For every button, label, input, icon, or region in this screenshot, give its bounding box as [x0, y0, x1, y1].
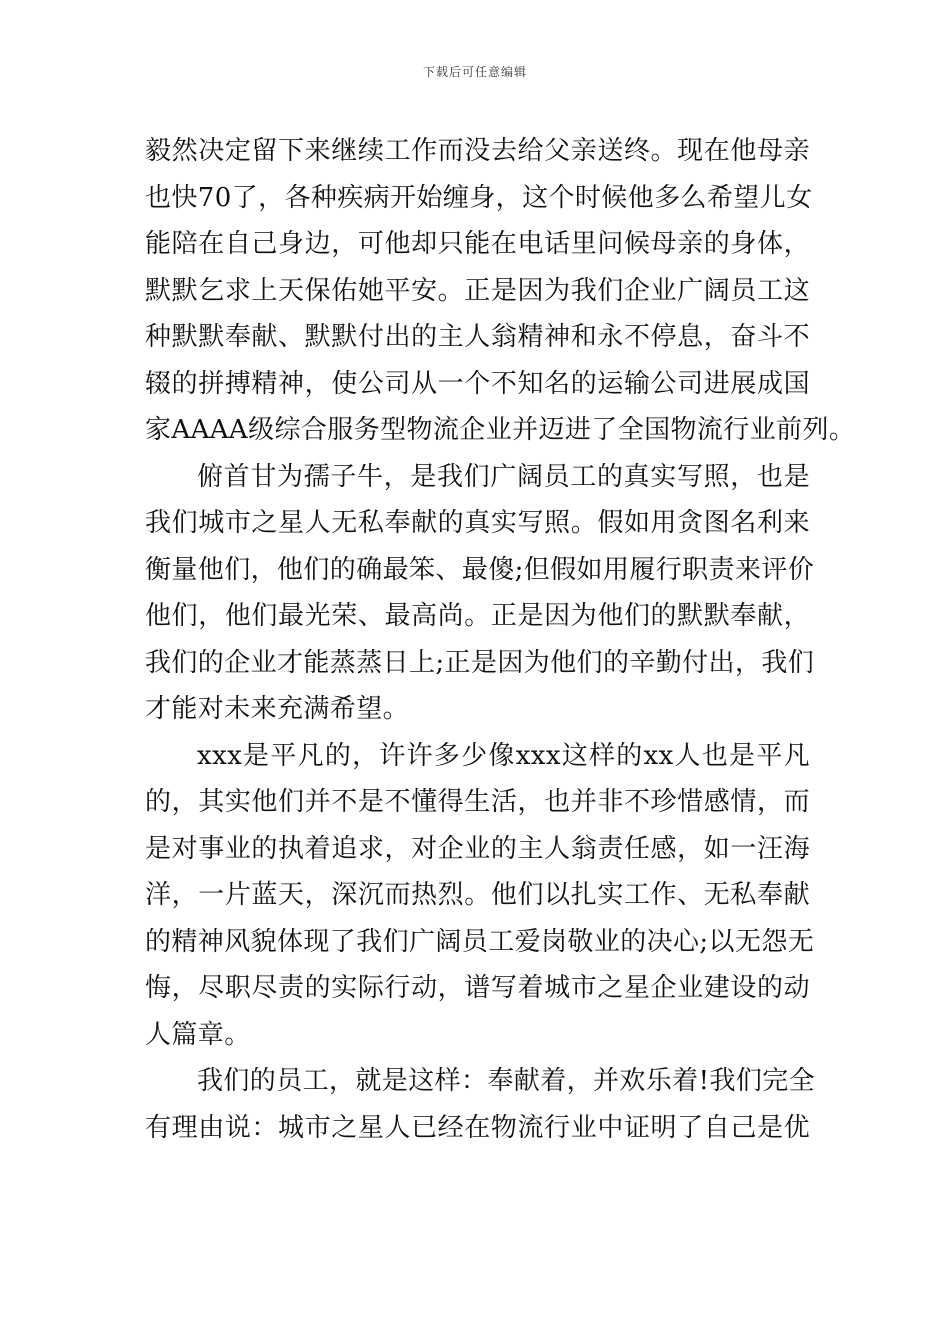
text-line: 的，其实他们并不是不懂得生活，也并非不珍惜感情，而 [145, 787, 810, 817]
text-line: 的精神风貌体现了我们广阔员工爱岗敬业的决心;以无怨无 [145, 926, 815, 957]
text-line: 衡量他们，他们的确最笨、最傻;但假如用履行职责来评价 [145, 554, 815, 585]
text-line: 洋，一片蓝天，深沉而热烈。他们以扎实工作、无私奉献 [145, 880, 810, 910]
text-line: 毅然决定留下来继续工作而没去给父亲送终。现在他母亲 [145, 136, 810, 166]
text-line: 他们，他们最光荣、最高尚。正是因为他们的默默奉献， [145, 601, 810, 631]
text-line: 也快70了，各种疾病开始缠身，这个时候他多么希望儿女 [145, 182, 813, 213]
text-line: 种默默奉献、默默付出的主人翁精神和永不停息，奋斗不 [145, 322, 810, 352]
text-line: xxx是平凡的，许许多少像xxx这样的xx人也是平凡 [197, 740, 810, 771]
text-line: 人篇章。 [145, 1019, 251, 1050]
text-line: 我们的企业才能蒸蒸日上;正是因为他们的辛勤付出，我们 [145, 647, 815, 678]
text-line: 家AAAA级综合服务型物流企业并迈进了全国物流行业前列。 [145, 415, 856, 445]
page-header: 下载后可任意编辑 [422, 65, 527, 79]
text-line: 悔，尽职尽责的实际行动，谱写着城市之星企业建设的动 [145, 973, 810, 1003]
text-line: 能陪在自己身边，可他却只能在电话里问候母亲的身体， [145, 229, 810, 259]
text-line: 默默乞求上天保佑她平安。正是因为我们企业广阔员工这 [145, 275, 810, 306]
text-line: 有理由说：城市之星人已经在物流行业中证明了自己是优 [145, 1112, 810, 1143]
document-body [145, 128, 856, 1151]
text-line: 才能对未来充满希望。 [145, 694, 410, 724]
text-line: 是对事业的执着追求，对企业的主人翁责任感，如一汪海 [145, 833, 810, 864]
text-line: 我们的员工，就是这样：奉献着，并欢乐着!我们完全 [197, 1066, 816, 1096]
text-line: 我们城市之星人无私奉献的真实写照。假如用贪图名利来 [145, 508, 810, 538]
text-line: 辍的拼搏精神，使公司从一个不知名的运输公司进展成国 [145, 368, 810, 399]
text-line: 俯首甘为孺子牛，是我们广阔员工的真实写照，也是 [197, 461, 810, 492]
